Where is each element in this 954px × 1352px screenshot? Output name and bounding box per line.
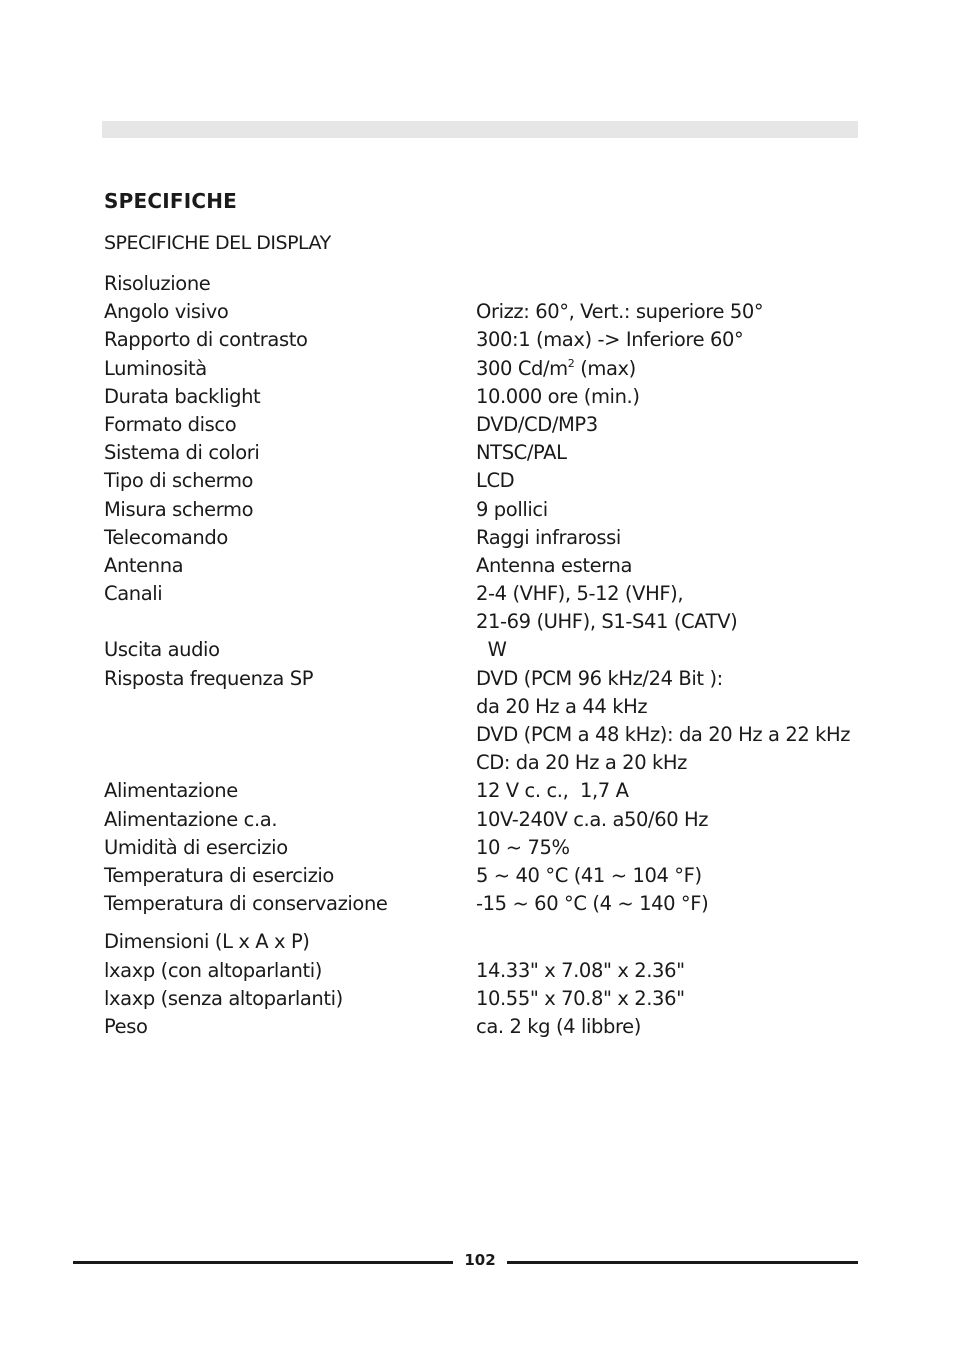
spec-label: Risoluzione <box>104 272 211 295</box>
spec-row <box>104 985 864 1013</box>
spec-label: Alimentazione c.a. <box>104 807 278 831</box>
section-heading: SPECIFICHE <box>104 189 238 213</box>
spec-row <box>104 496 864 524</box>
spec-value: ca. 2 kg (4 libbre) <box>476 1014 641 1038</box>
spec-value: 300:1 (max) -> Inferiore 60° <box>476 328 744 352</box>
spec-row <box>104 467 864 495</box>
spec-row <box>104 834 864 862</box>
spec-row <box>104 957 864 985</box>
spec-row <box>104 355 864 383</box>
page-number: 102 <box>464 1251 496 1269</box>
spec-label: Durata backlight <box>104 384 261 408</box>
spec-row <box>104 777 864 805</box>
spec-value: Antenna esterna <box>476 553 632 577</box>
spec-value: DVD/CD/MP3 <box>476 412 598 436</box>
spec-label: Angolo visivo <box>104 300 229 324</box>
spec-row <box>104 1013 864 1041</box>
spec-label: lxaxp (con altoparlanti) <box>104 958 322 982</box>
spec-value: 10.55" x 70.8" x 2.36" <box>476 986 685 1010</box>
footer-rule-right <box>507 1261 858 1264</box>
spec-value: 5 ~ 40 °C (41 ~ 104 °F) <box>476 863 702 887</box>
spec-value: CD: da 20 Hz a 20 kHz <box>476 751 687 775</box>
footer-rule-left <box>73 1261 453 1264</box>
spec-value: NTSC/PAL <box>476 441 567 465</box>
spec-label: Risposta frequenza SP <box>104 666 314 690</box>
spec-value: 10V-240V c.a. a50/60 Hz <box>476 807 709 831</box>
spec-row <box>104 383 864 411</box>
spec-row <box>104 928 864 956</box>
spec-row <box>104 749 864 777</box>
spec-row <box>104 806 864 834</box>
spec-label: Rapporto di contrasto <box>104 328 308 352</box>
spec-row <box>104 862 864 890</box>
spec-row <box>104 270 864 298</box>
spec-value: da 20 Hz a 44 kHz <box>476 694 648 718</box>
spec-label: Luminosità <box>104 356 207 380</box>
spec-row <box>104 411 864 439</box>
spec-label: Misura schermo <box>104 497 254 521</box>
spec-row <box>104 326 864 354</box>
spec-label: Alimentazione <box>104 779 238 803</box>
spec-row <box>104 665 864 693</box>
section-subheading: SPECIFICHE DEL DISPLAY <box>104 232 331 254</box>
spec-label: Temperatura di conservazione <box>104 892 388 916</box>
spec-value: Raggi infrarossi <box>476 525 621 549</box>
spec-row <box>104 890 864 918</box>
spec-value: 10.000 ore (min.) <box>476 384 640 408</box>
spec-label: Formato disco <box>104 412 237 436</box>
spec-value: 9 pollici <box>476 497 548 521</box>
spec-label: Tipo di schermo <box>104 469 254 493</box>
spec-row <box>104 580 864 608</box>
spec-value: 10 ~ 75% <box>476 835 570 859</box>
spec-row <box>104 439 864 467</box>
spec-value-suffix: (max) <box>574 356 636 380</box>
header-bar <box>102 121 858 138</box>
spec-value: DVD (PCM a 48 kHz): da 20 Hz a 22 kHz <box>476 723 851 746</box>
superscript: 2 <box>567 356 575 370</box>
spec-value: 14.33" x 7.08" x 2.36" <box>476 958 685 982</box>
spec-value: DVD (PCM 96 kHz/24 Bit ): <box>476 666 723 690</box>
spec-label: Temperatura di esercizio <box>104 863 334 887</box>
spec-row <box>104 298 864 326</box>
spec-row <box>104 608 864 636</box>
spec-value: Orizz: 60°, Vert.: superiore 50° <box>476 300 764 324</box>
spec-value <box>476 355 636 383</box>
spec-label: Umidità di esercizio <box>104 835 288 859</box>
spec-row <box>104 693 864 721</box>
spec-label: Canali <box>104 582 163 606</box>
spec-label: Sistema di colori <box>104 441 260 465</box>
spec-row <box>104 552 864 580</box>
spec-value-text: 300 Cd/m <box>476 356 568 380</box>
spec-row <box>104 636 864 664</box>
spec-row <box>104 721 864 749</box>
spec-value: W <box>476 638 507 662</box>
spec-label: lxaxp (senza altoparlanti) <box>104 986 343 1010</box>
spec-table <box>104 270 864 1041</box>
spec-label: Peso <box>104 1014 148 1038</box>
spec-value: -15 ~ 60 °C (4 ~ 140 °F) <box>476 892 709 916</box>
spec-label: Dimensioni (L x A x P) <box>104 930 310 954</box>
spec-label: Telecomando <box>104 525 228 549</box>
spec-value: 2-4 (VHF), 5-12 (VHF), <box>476 582 684 606</box>
spec-label: Antenna <box>104 553 184 577</box>
spec-value: 21-69 (UHF), S1-S41 (CATV) <box>476 610 738 634</box>
spec-label: Uscita audio <box>104 638 220 662</box>
spec-value: LCD <box>476 469 515 493</box>
spec-value: 12 V c. c., 1,7 A <box>476 779 629 803</box>
spec-row <box>104 524 864 552</box>
